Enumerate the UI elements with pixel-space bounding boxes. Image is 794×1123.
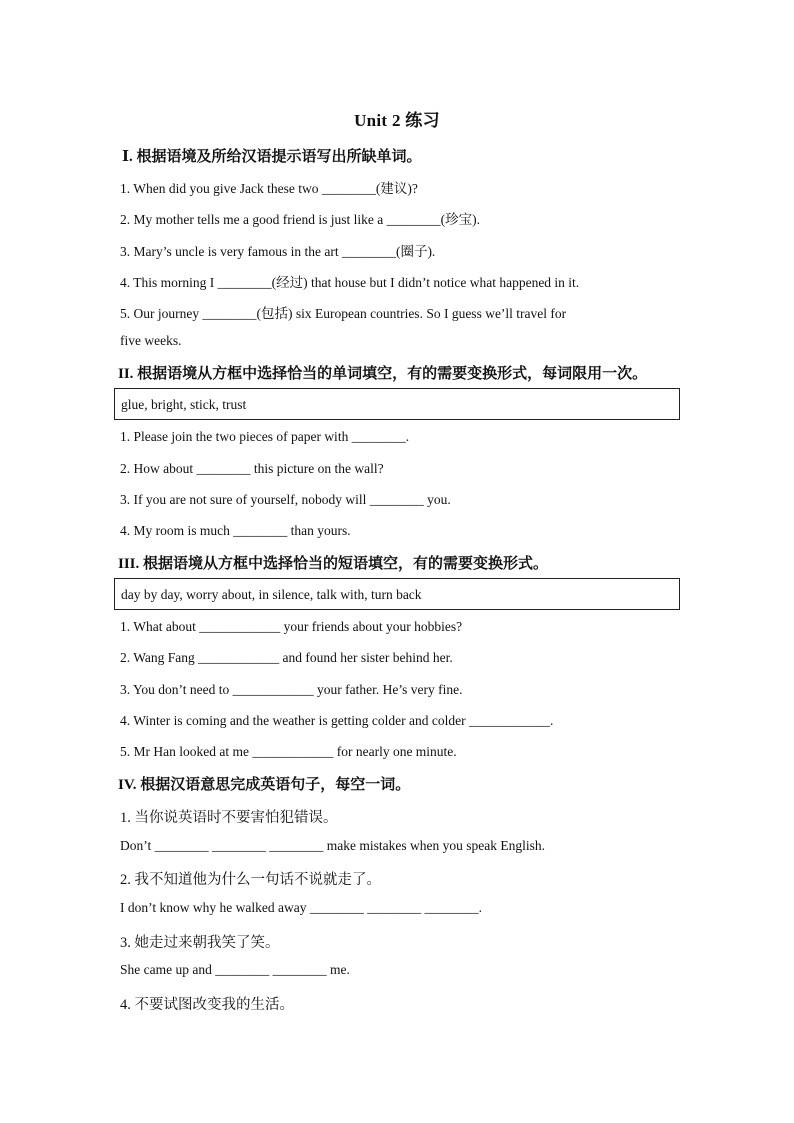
section-2-item-1: 1. Please join the two pieces of paper with ________. [120,429,410,444]
section-2-item-4: 4. My room is much ________ than yours. [120,523,351,538]
section-1-item-5: 5. Our journey ________(包括) six European countries. So I guess we’ll travel for [120,306,567,321]
section-3-item-2: 2. Wang Fang ____________ and found her sister behind her. [120,650,453,665]
section-3-item-4: 4. Winter is coming and the weather is getting colder and colder ____________. [120,713,554,728]
section-2-heading: II. 根据语境从方框中选择恰当的单词填空，有的需要变换形式，每词限用一次。 [118,366,648,382]
section-4-prompt-4: 4. 不要试图改变我的生活。 [120,997,294,1013]
section-4-answer-3: She came up and ________ ________ me. [120,962,350,977]
section-3-item-1: 1. What about ____________ your friends about your hobbies? [120,619,463,634]
section-4-prompt-2: 2. 我不知道他为什么一句话不说就走了。 [120,872,381,888]
section-4-answer-2: I don’t know why he walked away ________ ________ ________. [120,900,482,915]
section-1-heading: Ⅰ. 根据语境及所给汉语提示语写出所缺单词。 [122,149,422,165]
section-2-item-2: 2. How about ________ this picture on the wall? [120,461,384,476]
section-3-item-3: 3. You don’t need to ____________ your father. He’s very fine. [120,682,463,697]
section-2-word-box: glue, bright, stick, trust [114,388,680,420]
section-3-phrase-box: day by day, worry about, in silence, talk with, turn back [114,578,680,610]
section-4-prompt-1: 1. 当你说英语时不要害怕犯错误。 [120,810,338,826]
section-4-prompt-3: 3. 她走过来朝我笑了笑。 [120,935,280,951]
section-1-item-2: 2. My mother tells me a good friend is just like a ________(珍宝). [120,212,480,227]
section-1-item-4: 4. This morning I ________(经过) that house but I didn’t notice what happened in it. [120,275,580,290]
section-4-heading: IV. 根据汉语意思完成英语句子，每空一词。 [118,777,411,793]
section-3-heading: III. 根据语境从方框中选择恰当的短语填空，有的需要变换形式。 [118,556,549,572]
section-1-item-3: 3. Mary’s uncle is very famous in the art ________(圈子). [120,244,436,259]
section-1-item-1: 1. When did you give Jack these two ________(建议)? [120,181,418,196]
section-1-item-5-continued: five weeks. [120,333,182,348]
page-title: Unit 2 练习 [354,111,440,130]
section-2-item-3: 3. If you are not sure of yourself, nobody will ________ you. [120,492,451,507]
section-3-item-5: 5. Mr Han looked at me ____________ for nearly one minute. [120,744,457,759]
section-4-answer-1: Don’t ________ ________ ________ make mistakes when you speak English. [120,838,545,853]
